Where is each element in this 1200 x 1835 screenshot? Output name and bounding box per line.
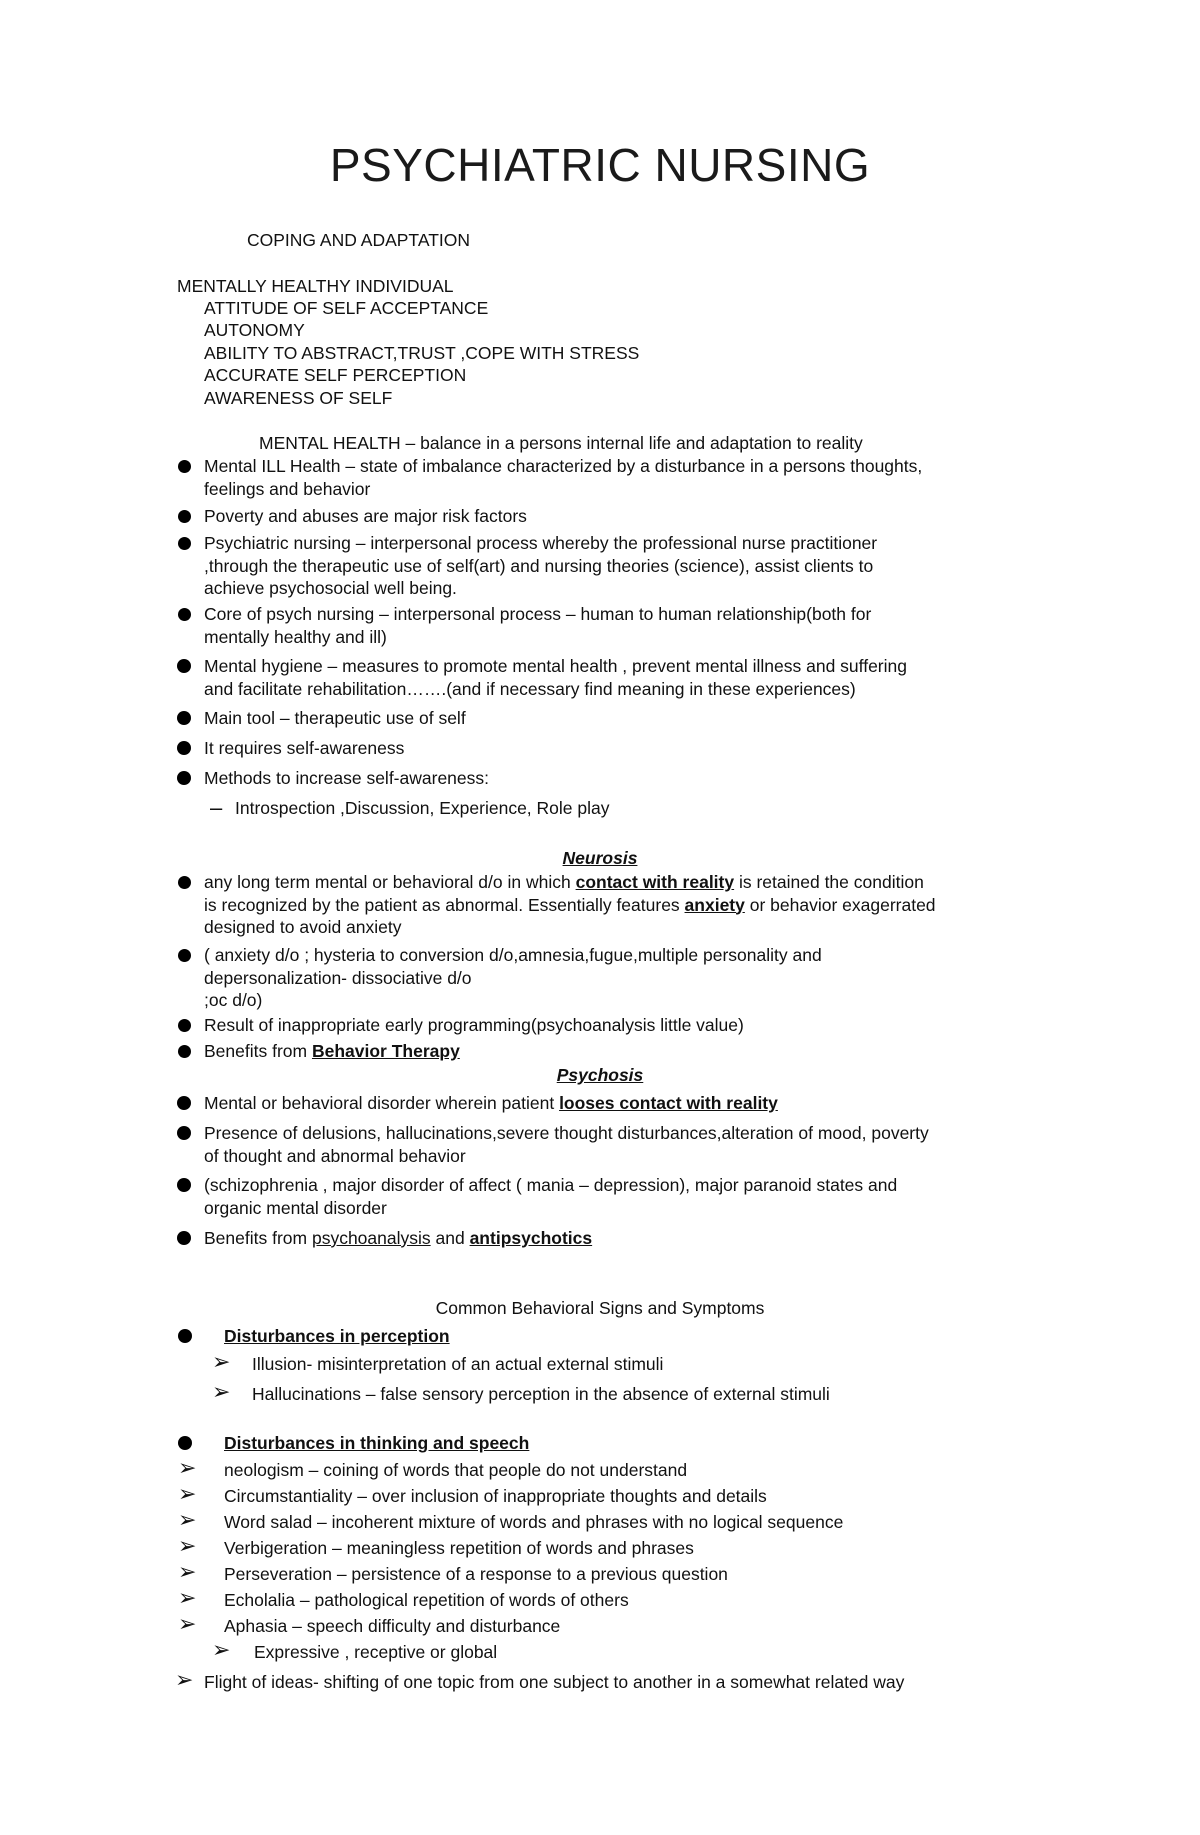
bullet-icon (178, 1045, 191, 1058)
perception-heading: Disturbances in perception (224, 1326, 450, 1346)
list-item: Aphasia – speech difficulty and disturbance (224, 1616, 561, 1636)
list-item: Benefits from Behavior Therapy (204, 1041, 460, 1061)
bullet-icon (177, 659, 191, 673)
arrow-bullet-icon: ➢ (212, 1350, 231, 1375)
list-item: Expressive , receptive or global (254, 1642, 498, 1662)
healthy-item: ABILITY TO ABSTRACT,TRUST ,COPE WITH STRESS (204, 343, 640, 363)
list-item: Main tool – therapeutic use of self (204, 708, 466, 728)
arrow-bullet-icon: ➢ (175, 1668, 194, 1693)
list-item: any long term mental or behavioral d/o in which contact with reality is retained the condition is recognized by the patient as abnormal. Essentially features anxiety or behavior exagerrated designed to avoid anxiety (204, 872, 936, 937)
list-item: Word salad – incoherent mixture of words and phrases with no logical sequence (224, 1512, 844, 1532)
list-item: Poverty and abuses are major risk factors (204, 506, 527, 526)
arrow-bullet-icon: ➢ (178, 1560, 197, 1585)
list-item: Mental hygiene – measures to promote mental health , prevent mental illness and suffering and facilitate rehabilitation…….(and if necessary find meaning in these experiences) (204, 656, 907, 699)
page-title: PSYCHIATRIC NURSING (329, 139, 871, 191)
bullet-icon (178, 1329, 192, 1343)
list-item: ( anxiety d/o ; hysteria to conversion d/o,amnesia,fugue,multiple personality and depersonalization- dissociative d/o ;oc d/o) (204, 945, 822, 1010)
list-item: Presence of delusions, hallucinations,severe thought disturbances,alteration of mood, poverty of thought and abnormal behavior (204, 1123, 929, 1166)
healthy-item: AWARENESS OF SELF (204, 388, 393, 408)
bullet-icon (178, 608, 191, 621)
bullet-icon (178, 949, 191, 962)
bullet-icon (177, 771, 191, 785)
arrow-bullet-icon: ➢ (178, 1612, 197, 1637)
methods-sub-item: Introspection ,Discussion, Experience, Role play (235, 798, 610, 818)
bullet-icon (178, 876, 191, 889)
list-item: Verbigeration – meaningless repetition of words and phrases (224, 1538, 694, 1558)
bullet-icon (178, 537, 191, 550)
subtitle: COPING AND ADAPTATION (247, 230, 470, 250)
healthy-item: ACCURATE SELF PERCEPTION (204, 365, 467, 385)
bullet-icon (178, 1019, 191, 1032)
list-item: Core of psych nursing – interpersonal process – human to human relationship(both for mentally healthy and ill) (204, 604, 872, 647)
neurosis-heading: Neurosis (562, 848, 638, 868)
list-item: Result of inappropriate early programming(psychoanalysis little value) (204, 1015, 744, 1035)
list-item: Perseveration – persistence of a response to a previous question (224, 1564, 728, 1584)
arrow-bullet-icon: ➢ (178, 1482, 197, 1507)
mental-health-definition: MENTAL HEALTH – balance in a persons internal life and adaptation to reality (259, 433, 863, 453)
healthy-item: AUTONOMY (204, 320, 305, 340)
psychosis-heading: Psychosis (556, 1065, 644, 1085)
arrow-bullet-icon: ➢ (178, 1586, 197, 1611)
bullet-icon (177, 1096, 191, 1110)
list-item: Illusion- misinterpretation of an actual external stimuli (252, 1354, 664, 1374)
list-item: neologism – coining of words that people do not understand (224, 1460, 688, 1480)
healthy-item: ATTITUDE OF SELF ACCEPTANCE (204, 298, 489, 318)
bullet-icon (178, 510, 191, 523)
bullet-icon (177, 1231, 191, 1245)
dash-icon: – (210, 795, 223, 820)
list-item: Hallucinations – false sensory perception in the absence of external stimuli (252, 1384, 830, 1404)
arrow-bullet-icon: ➢ (178, 1534, 197, 1559)
list-item: Psychiatric nursing – interpersonal process whereby the professional nurse practitioner ,through the therapeutic use of self(art) and nursing theories (science), assist clients to achieve psychosocial well being. (204, 533, 878, 598)
arrow-bullet-icon: ➢ (212, 1380, 231, 1405)
list-item: Benefits from psychoanalysis and antipsychotics (204, 1228, 593, 1248)
bullet-icon (177, 711, 191, 725)
bullet-icon (178, 460, 191, 473)
list-item: Echolalia – pathological repetition of words of others (224, 1590, 629, 1610)
list-item: It requires self-awareness (204, 738, 405, 758)
list-item: Flight of ideas- shifting of one topic from one subject to another in a somewhat related way (204, 1672, 905, 1692)
healthy-heading: MENTALLY HEALTHY INDIVIDUAL (177, 276, 454, 296)
arrow-bullet-icon: ➢ (212, 1638, 231, 1663)
list-item: (schizophrenia , major disorder of affect ( mania – depression), major paranoid states and organic mental disorder (204, 1175, 898, 1218)
bullet-icon (177, 741, 191, 755)
arrow-bullet-icon: ➢ (178, 1456, 197, 1481)
thinking-heading: Disturbances in thinking and speech (224, 1433, 530, 1453)
signs-heading: Common Behavioral Signs and Symptoms (435, 1298, 765, 1318)
list-item: Methods to increase self-awareness: (204, 768, 489, 788)
list-item: Mental ILL Health – state of imbalance characterized by a disturbance in a persons thoughts, feelings and behavior (204, 456, 923, 499)
bullet-icon (177, 1178, 191, 1192)
list-item: Circumstantiality – over inclusion of inappropriate thoughts and details (224, 1486, 767, 1506)
list-item: Mental or behavioral disorder wherein patient looses contact with reality (204, 1093, 778, 1113)
arrow-bullet-icon: ➢ (178, 1508, 197, 1533)
bullet-icon (177, 1126, 191, 1140)
bullet-icon (178, 1436, 192, 1450)
